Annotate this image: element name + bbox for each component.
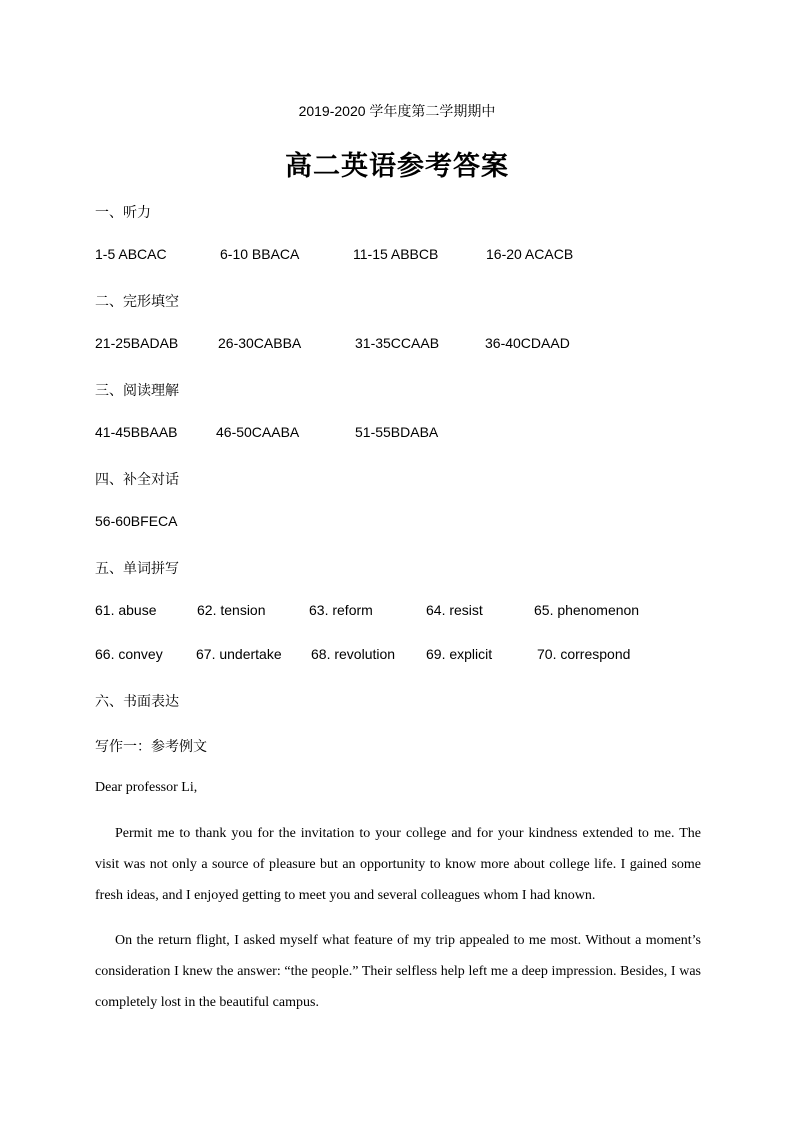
answer-66: 66. convey (95, 646, 163, 662)
answer-36-40: 36-40CDAAD (485, 335, 570, 351)
answer-16-20: 16-20 ACACB (486, 246, 574, 262)
answer-row-reading (95, 424, 715, 444)
answer-1-5: 1-5 ABCAC (95, 246, 167, 262)
answer-68: 68. revolution (311, 646, 396, 662)
answer-31-35: 31-35CCAAB (355, 335, 440, 351)
writing-subheading: 写作一：参考例文 (95, 738, 207, 754)
answer-67: 67. undertake (196, 646, 282, 662)
answer-65: 65. phenomenon (534, 602, 640, 618)
answer-69: 69. explicit (426, 646, 493, 662)
answer-row-listening (95, 246, 715, 266)
answer-26-30: 26-30CABBA (218, 335, 302, 351)
answer-56-60: 56-60BFECA (95, 513, 178, 529)
term-line: 2019-2020 学年度第二学期期中 (298, 103, 496, 119)
answer-64: 64. resist (426, 602, 483, 618)
answer-row-spelling-1 (95, 602, 715, 622)
answer-46-50: 46-50CAABA (216, 424, 300, 440)
answer-62: 62. tension (197, 602, 266, 618)
section-heading-writing: 六、书面表达 (95, 693, 179, 709)
answer-63: 63. reform (309, 602, 373, 618)
answer-51-55: 51-55BDABA (355, 424, 439, 440)
page-title: 高二英语参考答案 (285, 151, 509, 182)
answer-61: 61. abuse (95, 602, 157, 618)
section-heading-listening: 一、听力 (95, 204, 151, 220)
letter-paragraph-2: On the return flight, I asked myself what feature of my trip appealed to me most. Without a moment’s consideration I knew the answer: “the people.” Their selfless help left me a deep impression. Besides, I was completely lost in the beautiful campus. (95, 933, 701, 1010)
answer-11-15: 11-15 ABBCB (353, 246, 439, 262)
letter-salutation: Dear professor Li, (95, 780, 198, 795)
answer-41-45: 41-45BBAAB (95, 424, 178, 440)
section-heading-reading: 三、阅读理解 (95, 382, 179, 398)
letter-paragraph-1: Permit me to thank you for the invitation to your college and for your kindness extended to me. The visit was not only a source of pleasure but an opportunity to know more about college life. I gained some fresh ideas, and I enjoyed getting to meet you and several colleagues whom I had known. (95, 826, 701, 903)
answer-row-dialogue (95, 513, 715, 533)
answer-row-cloze (95, 335, 715, 355)
answer-70: 70. correspond (537, 646, 631, 662)
answer-row-spelling-2 (95, 646, 715, 666)
answer-6-10: 6-10 BBACA (220, 246, 300, 262)
section-heading-cloze: 二、完形填空 (95, 293, 179, 309)
section-heading-dialogue: 四、补全对话 (95, 471, 179, 487)
section-heading-spelling: 五、单词拼写 (95, 560, 179, 576)
answer-21-25: 21-25BADAB (95, 335, 179, 351)
